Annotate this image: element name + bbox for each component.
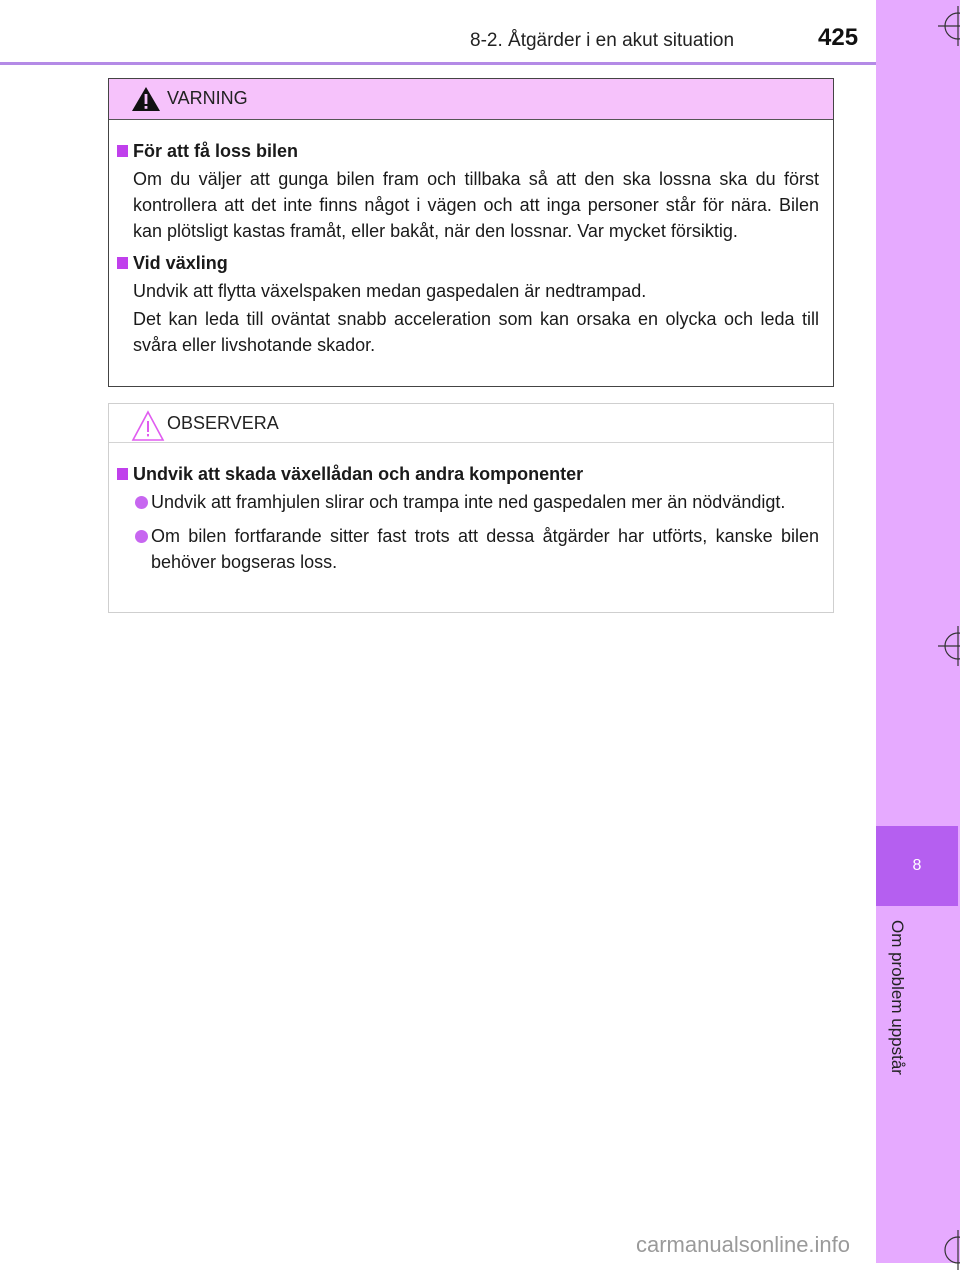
crop-mark-icon (938, 1230, 960, 1270)
watermark-text: carmanualsonline.info (636, 1232, 851, 1257)
caution-body (109, 443, 833, 575)
heading-text: Undvik att skada växellådan och andra komponenter (133, 464, 584, 484)
caution-heading (117, 461, 819, 487)
chapter-tab[interactable] (876, 826, 958, 906)
warning-triangle-filled-icon (131, 85, 161, 113)
warning-paragraph: Det kan leda till oväntat snabb acceleration som kan orsaka en olycka och leda till svåra eller livshotande skador. (133, 309, 819, 355)
crop-mark-icon (938, 626, 960, 666)
header-divider (0, 62, 876, 65)
square-marker-icon (117, 468, 128, 480)
warning-paragraph: Undvik att flytta växelspaken medan gaspedalen är nedtrampad. (133, 281, 647, 301)
warning-box (108, 78, 834, 387)
bullet-dot-icon (135, 530, 148, 543)
chapter-title-vertical: Om problem uppstår (888, 920, 907, 1075)
warning-section-heading (117, 250, 819, 276)
bullet-text: Undvik att framhjulen slirar och trampa inte ned gaspedalen mer än nödvändigt. (151, 492, 786, 512)
caution-bullet (117, 523, 819, 575)
warning-title: VARNING (167, 88, 248, 108)
caution-box (108, 403, 834, 613)
square-marker-icon (117, 257, 128, 269)
heading-text: Vid växling (133, 253, 228, 273)
bullet-dot-icon (135, 496, 148, 509)
page-number: 425 (818, 24, 859, 51)
warning-section-heading (117, 138, 819, 164)
warning-body (109, 120, 833, 358)
square-marker-icon (117, 145, 128, 157)
chapter-number: 8 (912, 857, 922, 874)
chapter-section-title: 8-2. Åtgärder i en akut situation (470, 30, 735, 51)
warning-triangle-outline-icon (131, 410, 165, 442)
caution-header (109, 404, 833, 443)
caution-title: OBSERVERA (167, 413, 279, 433)
warning-header (109, 79, 833, 120)
caution-bullet (117, 489, 819, 515)
bullet-text: Om bilen fortfarande sitter fast trots att dessa åtgärder har utförts, kanske bilen behöver bogseras loss. (151, 526, 819, 572)
crop-mark-icon (938, 6, 960, 46)
heading-text: För att få loss bilen (133, 141, 299, 161)
warning-paragraph: Om du väljer att gunga bilen fram och tillbaka så att den ska lossna ska du först kontrollera att det inte finns något i vägen och att inga personer står för nära. Bilen kan plötsligt kastas framåt, eller bakåt, när den lossnar. Var mycket försiktig. (133, 169, 819, 241)
